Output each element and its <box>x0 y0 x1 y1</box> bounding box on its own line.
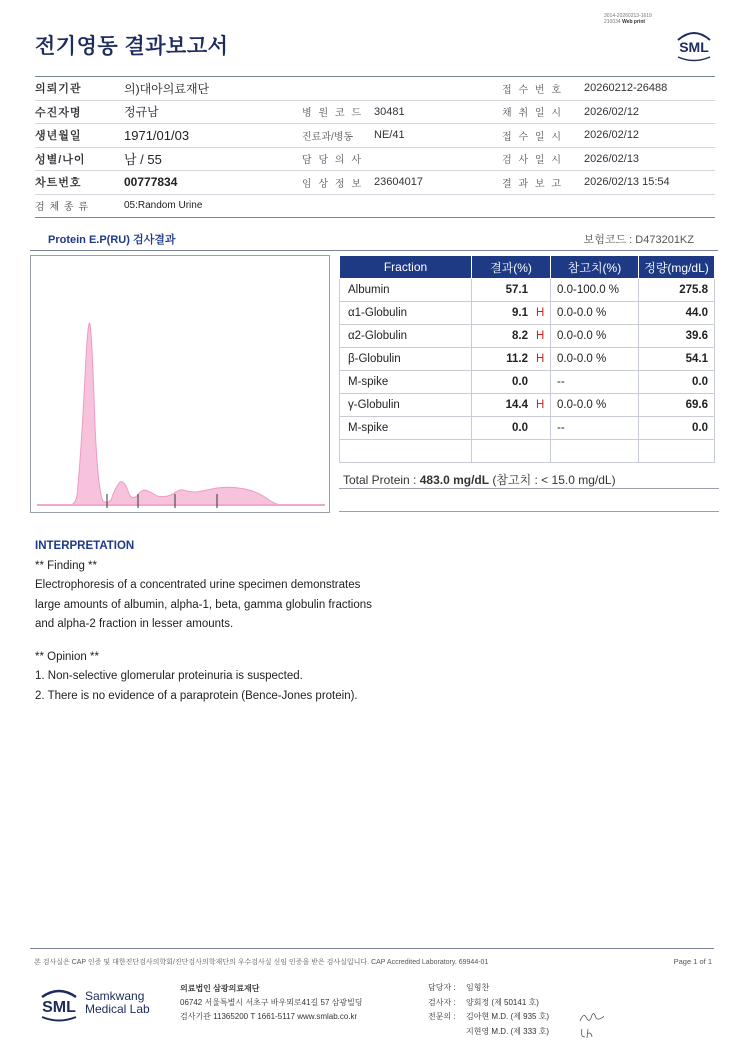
fraction-reference: 0.0-0.0 % <box>551 325 639 348</box>
info-label: 담 당 의 사 <box>280 147 370 171</box>
result-value: 57.1 <box>505 284 528 296</box>
opinion-line: 2. There is no evidence of a paraprotein (Bence-Jones protein). <box>35 689 358 702</box>
fraction-name: γ-Globulin <box>340 394 472 417</box>
column-header: 정량(mg/dL) <box>639 256 715 279</box>
fraction-result <box>472 440 551 463</box>
fraction-name: M-spike <box>340 371 472 394</box>
staff-list <box>428 981 549 1039</box>
info-value: 23604017 <box>370 171 490 195</box>
info-value: 정규남 <box>120 100 280 124</box>
info-row <box>35 124 715 148</box>
brand-line: Medical Lab <box>85 1002 150 1016</box>
fraction-name: M-spike <box>340 417 472 440</box>
fraction-reference: -- <box>551 417 639 440</box>
info-value: 남 / 55 <box>120 147 280 171</box>
staff-role: 검사자 : <box>428 997 456 1007</box>
web-print-label: Web print <box>622 19 646 25</box>
fraction-quantity: 69.6 <box>639 394 715 417</box>
electrophoresis-curve <box>37 323 325 505</box>
staff-row <box>428 981 549 996</box>
page-number: Page 1 of 1 <box>673 957 712 966</box>
print-code-id: 210034 <box>604 19 621 25</box>
fraction-name: α2-Globulin <box>340 325 472 348</box>
fraction-reference: -- <box>551 371 639 394</box>
fraction-results-table <box>339 255 715 463</box>
interpretation-title: INTERPRETATION <box>35 540 135 552</box>
print-code-line: 3014-20260213-1619 <box>604 13 652 19</box>
high-flag: H <box>536 399 545 411</box>
info-label: 성별/나이 <box>35 147 120 171</box>
info-label: 의뢰기관 <box>35 77 120 101</box>
total-protein-label: Total Protein : <box>343 473 420 487</box>
finding-line: Electrophoresis of a concentrated urine specimen demonstrates <box>35 579 361 591</box>
info-value: 2026/02/13 <box>580 147 715 171</box>
divider <box>339 511 719 512</box>
fraction-name <box>340 440 472 463</box>
fraction-reference: 0.0-0.0 % <box>551 302 639 325</box>
info-row <box>35 77 715 101</box>
info-label: 접 수 일 시 <box>490 124 580 148</box>
result-value: 0.0 <box>512 422 528 434</box>
result-value: 9.1 <box>512 307 528 319</box>
corporation-name: 의료법인 삼광의료재단 <box>180 984 260 993</box>
info-label: 접 수 번 호 <box>490 77 580 101</box>
info-row <box>35 100 715 124</box>
fraction-quantity: 44.0 <box>639 302 715 325</box>
info-row <box>35 147 715 171</box>
high-flag: H <box>536 353 545 365</box>
brand-name <box>85 990 150 1016</box>
patient-info-table <box>35 76 715 218</box>
staff-row <box>428 1010 549 1025</box>
fraction-result <box>472 325 551 348</box>
info-label: 검 체 종 류 <box>35 194 120 218</box>
info-value: 30481 <box>370 100 490 124</box>
staff-name: 양회정 (제 50141 호) <box>466 997 539 1007</box>
fraction-result <box>472 417 551 440</box>
result-value: 14.4 <box>505 399 528 411</box>
table-row <box>340 394 715 417</box>
info-value: 2026/02/12 <box>580 100 715 124</box>
accreditation-note: 본 검사실은 CAP 인증 및 대한진단검사의학회/진단검사의학재단의 우수검사실 신임 인증을 받은 검사실입니다. CAP Accredited Laboratory. 69944-01 <box>34 959 489 966</box>
sml-logo-icon <box>672 26 716 64</box>
fraction-quantity: 0.0 <box>639 371 715 394</box>
fraction-name: α1-Globulin <box>340 302 472 325</box>
info-label: 차트번호 <box>35 171 120 195</box>
report-print-code <box>604 13 694 25</box>
finding-heading: ** Finding ** <box>35 559 98 572</box>
info-label: 생년월일 <box>35 124 120 148</box>
info-row <box>35 171 715 195</box>
fraction-result <box>472 348 551 371</box>
staff-role <box>428 1025 466 1040</box>
info-label: 진료과/병동 <box>280 124 370 148</box>
staff-name: 임형찬 <box>466 983 490 992</box>
total-protein-value: 483.0 mg/dL <box>419 473 490 487</box>
footer-divider <box>30 948 714 949</box>
brand-line: Samkwang <box>85 989 145 1003</box>
total-protein-reference: (참고치 : < 15.0 mg/dL) <box>489 473 616 487</box>
corporation-address: 06742 서울특별시 서초구 바우뫼로41길 57 삼광빌딩 <box>180 998 363 1007</box>
high-flag: H <box>536 330 545 342</box>
fraction-name: β-Globulin <box>340 348 472 371</box>
total-protein <box>339 467 719 489</box>
electrophoresis-curve-svg <box>31 256 331 514</box>
opinion-heading: ** Opinion ** <box>35 650 99 663</box>
finding-line: large amounts of albumin, alpha-1, beta, gamma globulin fractions <box>35 598 372 611</box>
fraction-result <box>472 371 551 394</box>
info-value: 00777834 <box>120 171 280 195</box>
corporation-contact: 검사기관 11365200 T 1661-5117 www.smlab.co.kr <box>180 1012 358 1021</box>
interpretation-section <box>35 537 675 706</box>
info-row <box>35 194 715 218</box>
staff-row <box>428 996 549 1011</box>
sml-footer-logo-text: SML <box>42 999 76 1016</box>
info-value: 1971/01/03 <box>120 124 280 148</box>
table-row <box>340 302 715 325</box>
info-value: NE/41 <box>370 124 490 148</box>
result-value: 0.0 <box>512 376 528 388</box>
table-row <box>340 417 715 440</box>
info-value <box>370 147 490 171</box>
table-row <box>340 348 715 371</box>
staff-row <box>428 1025 549 1040</box>
fraction-result <box>472 279 551 302</box>
fraction-quantity: 54.1 <box>639 348 715 371</box>
fraction-reference: 0.0-0.0 % <box>551 394 639 417</box>
info-label: 병 원 코 드 <box>280 100 370 124</box>
corporation-info <box>180 982 363 1024</box>
insurance-code: 보험코드 : D473201KZ <box>583 234 694 246</box>
finding-line: and alpha-2 fraction in lesser amounts. <box>35 618 234 630</box>
info-label: 채 취 일 시 <box>490 100 580 124</box>
fraction-quantity: 275.8 <box>639 279 715 302</box>
table-row <box>340 325 715 348</box>
fraction-reference: 0.0-0.0 % <box>551 348 639 371</box>
signature-icon <box>578 1009 606 1025</box>
info-value: 2026/02/12 <box>580 124 715 148</box>
section-title: Protein E.P(RU) 검사결과 <box>48 234 176 246</box>
table-row <box>340 279 715 302</box>
result-value: 11.2 <box>506 353 528 365</box>
fraction-table-body <box>340 279 715 463</box>
column-header: 참고치(%) <box>551 256 639 279</box>
info-label: 임 상 정 보 <box>280 171 370 195</box>
fraction-result <box>472 394 551 417</box>
info-value: 20260212-26488 <box>580 77 715 101</box>
column-header: 결과(%) <box>472 256 551 279</box>
electrophoresis-graph <box>30 255 330 513</box>
staff-name: 지현영 M.D. (제 333 호) <box>466 1026 550 1036</box>
fraction-name: Albumin <box>340 279 472 302</box>
section-header <box>30 225 718 251</box>
high-flag: H <box>536 307 545 319</box>
fraction-reference: 0.0-100.0 % <box>551 279 639 302</box>
sml-footer-logo-icon <box>36 983 82 1025</box>
staff-role: 전문의 : <box>428 1012 456 1021</box>
fraction-result <box>472 302 551 325</box>
fraction-quantity: 39.6 <box>639 325 715 348</box>
fraction-quantity: 0.0 <box>639 417 715 440</box>
info-label: 결 과 보 고 <box>490 171 580 195</box>
staff-role: 담당자 : <box>428 983 456 992</box>
result-value: 8.2 <box>512 330 528 342</box>
info-value: 2026/02/13 15:54 <box>580 171 715 195</box>
info-label: 검 사 일 시 <box>490 147 580 171</box>
staff-name: 김아현 M.D. (제 935 호) <box>466 1012 550 1021</box>
fraction-quantity <box>639 440 715 463</box>
table-header-row <box>340 256 715 279</box>
signature-icon <box>578 1025 606 1041</box>
info-value: 05:Random Urine <box>120 194 715 218</box>
page-title: 전기영동 결과보고서 <box>35 35 229 58</box>
table-row <box>340 371 715 394</box>
fraction-reference <box>551 440 639 463</box>
column-header: Fraction <box>340 256 472 279</box>
sml-logo-text: SML <box>679 39 709 55</box>
info-label: 수진자명 <box>35 100 120 124</box>
info-value: 의)대아의료재단 <box>120 77 490 101</box>
opinion-line: 1. Non-selective glomerular proteinuria is suspected. <box>35 670 303 682</box>
table-row <box>340 440 715 463</box>
